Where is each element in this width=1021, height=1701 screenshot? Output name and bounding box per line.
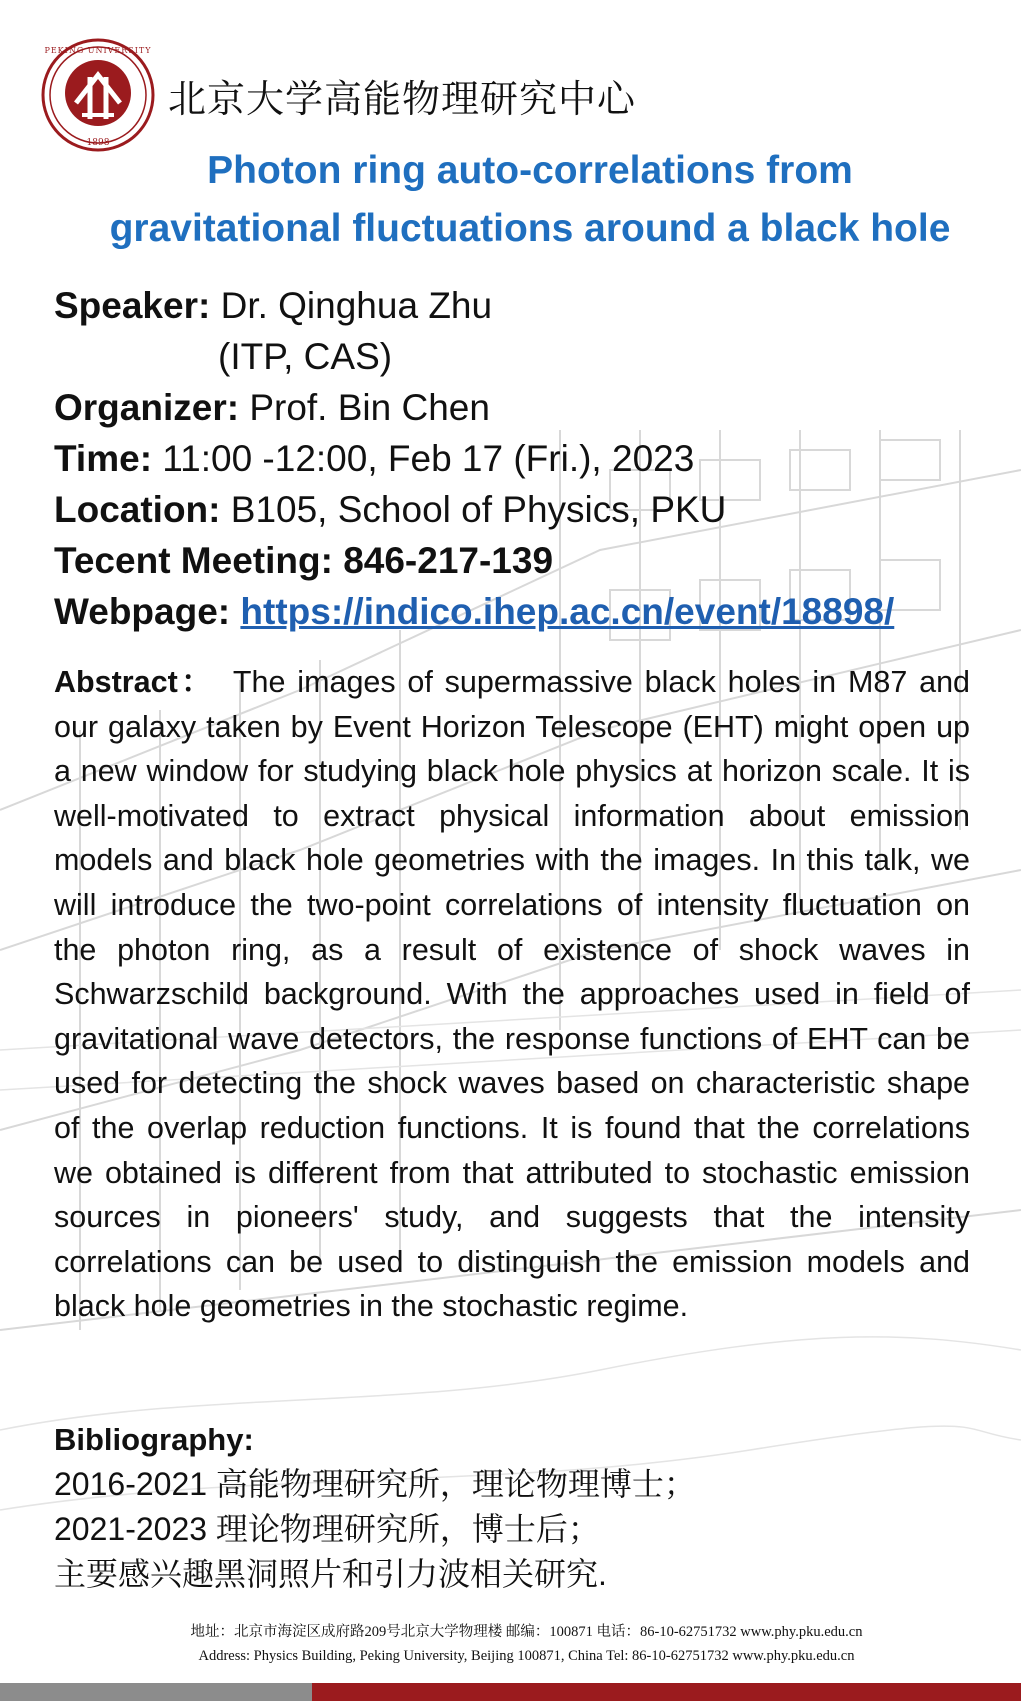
peking-university-seal-logo [40,37,156,153]
footer-line-chinese: 地址：北京市海淀区成府路209号北京大学物理楼 邮编：100871 电话：86-10-62751732 www.phy.pku.edu.cn [190,1624,863,1640]
footer-line-english: Address: Physics Building, Peking University, Beijing 100871, China Tel: 86-10-62751732 www.phy.pku.edu.cn [198,1648,855,1664]
webpage-label: Webpage: [54,591,231,632]
location-row [54,484,994,535]
footer-contact [0,1620,1021,1668]
bibliography-line-3: 主要感兴趣黑洞照片和引力波相关研究. [54,1556,607,1592]
header [40,36,636,154]
time-row [54,433,994,484]
speaker-row [54,280,994,331]
abstract-label: Abstract： [54,665,215,699]
institute-name: 北京大学高能物理研究中心 [168,76,637,121]
organizer-label: Organizer: [54,387,240,428]
organizer-row [54,382,994,433]
affiliation-row [54,331,994,382]
bibliography-label: Bibliography: [54,1422,254,1457]
abstract-text: The images of supermassive black holes in M87 and our galaxy taken by Event Horizon Telescope (EHT) might open up a new window for studying black hole physics at horizon scale. It is well-motivated to extract physical information about emission models and black hole geometries with the images. In this talk, we will introduce the two-point correlations of intensity fluctuation on the photon ring, as a result of existence of shock waves in Schwarzschild background. With the approaches used in field of gravitational wave detectors, the response functions of EHT can be used for detecting the shock waves based on characteristic shape of the overlap reduction functions. It is found that the correlations we obtained is different from that attributed to stochastic emission sources in pioneers' study, and suggests that the intensity correlations can be used to distinguish the emission models and black hole geometries in the stochastic regime. [54,665,970,1324]
time-label: Time: [54,438,153,479]
seal-year: 1898 [86,138,110,148]
talk-info [54,280,994,637]
bibliography [54,1418,994,1597]
footer-bar-red [312,1683,1021,1701]
meeting-id: 846-217-139 [343,540,554,581]
speaker-label: Speaker: [54,285,211,326]
seal-text-top: PEKING UNIVERSITY [44,46,152,55]
organizer-name: Prof. Bin Chen [249,387,490,428]
title-line-1: Photon ring auto-correlations from [207,149,853,192]
time-value: 11:00 -12:00, Feb 17 (Fri.), 2023 [162,438,695,479]
abstract [54,660,970,1329]
speaker-name: Dr. Qinghua Zhu [220,285,493,326]
webpage-link[interactable]: https://indico.ihep.ac.cn/event/18898/ [240,591,895,632]
location-label: Location: [54,489,221,530]
title-line-2: gravitational fluctuations around a black hole [109,207,951,250]
footer-bar-gray [0,1683,312,1701]
meeting-row [54,535,994,586]
talk-title [40,142,1020,258]
location-value: B105, School of Physics, PKU [230,489,727,530]
speaker-affiliation: (ITP, CAS) [218,336,393,377]
bibliography-line-2: 2021-2023 理论物理研究所，博士后； [54,1511,600,1547]
webpage-row [54,586,994,637]
bibliography-line-1: 2016-2021 高能物理研究所，理论物理博士； [54,1466,696,1502]
meeting-label: Tecent Meeting: [54,540,333,581]
